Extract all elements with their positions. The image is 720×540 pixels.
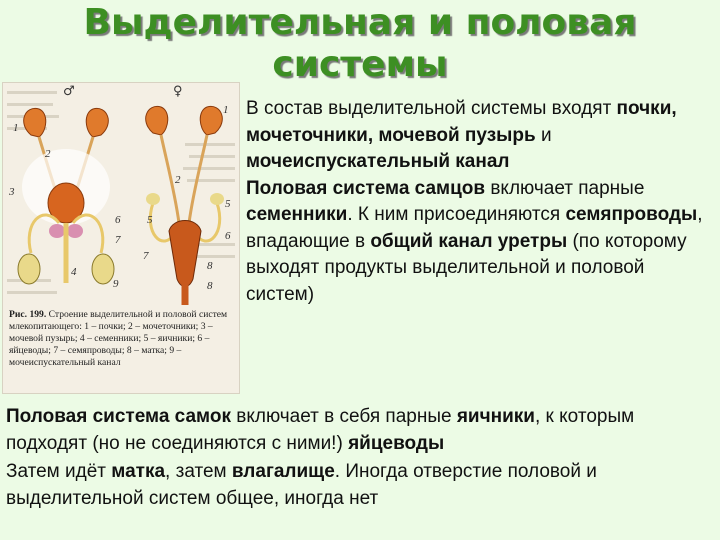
text-run: , затем: [165, 461, 232, 482]
female-right-kidney: [200, 106, 222, 135]
text-run: . Иногда отверстие половой и выделительной систем общее, иногда нет: [6, 461, 597, 509]
text-run: (по которому выходят продукты выделительной и половой систем): [246, 230, 687, 305]
female-system-paragraph: [6, 404, 718, 457]
bold-run: общий канал уретры: [370, 230, 568, 252]
label-female-5b: 5: [147, 214, 153, 226]
title-line-2: системы: [272, 44, 448, 85]
label-female-8b: 8: [207, 260, 213, 272]
bold-run: яйцеводы: [348, 432, 445, 454]
female-uterus: [169, 221, 201, 287]
figure-caption: [9, 309, 235, 369]
label-female-8: 8: [207, 280, 213, 292]
text-run: , к которым подходят (но не соединяются с ними!): [6, 406, 635, 454]
bold-run: мочеиспускательный канал: [246, 151, 510, 172]
female-left-kidney: [146, 106, 168, 135]
bold-run: яичники: [456, 406, 535, 427]
female-right-ovary: [210, 193, 224, 205]
male-left-kidney: [24, 108, 46, 137]
bold-run: почки, мочеточники, мочевой пузырь: [246, 98, 677, 146]
bold-run: влагалище: [231, 461, 335, 482]
label-male-2: 2: [45, 148, 51, 160]
male-right-kidney: [86, 108, 108, 137]
label-female-1: 1: [223, 104, 229, 116]
male-right-testis: [92, 254, 114, 284]
bold-run: Половая система самцов: [246, 177, 486, 199]
bottom-text-block: [6, 404, 718, 514]
label-male-7: 7: [115, 234, 121, 246]
slide-title: [0, 2, 720, 86]
text-run: В состав выделительной системы входят: [246, 98, 617, 119]
excretory-system-paragraph: [246, 96, 716, 176]
text-run: Затем идёт: [6, 461, 112, 482]
label-male-4: 4: [71, 266, 77, 278]
caption-text: Строение выделительной и половой систем млекопитающего: 1 – почки; 2 – мочеточники; 3 – мочевой пузырь; 4 – семенники; 5 – яичники; 6 – яйцеводы; 7 – семяпроводы; 8 – матка; 9 – мочеиспускательный канал: [9, 309, 228, 368]
right-text-block: [246, 96, 716, 308]
title-line-1: Выделительная и половая: [83, 2, 637, 43]
anatomy-figure: [2, 82, 240, 394]
label-male-9: 9: [113, 278, 119, 290]
male-gland-right: [67, 224, 83, 238]
female-symbol: ♀: [173, 84, 183, 99]
label-female-6b: 6: [115, 214, 121, 226]
male-system: [18, 108, 114, 284]
label-male-1: 1: [13, 122, 19, 134]
male-gland-left: [49, 224, 65, 238]
caption-number: Рис. 199.: [9, 309, 47, 320]
anatomy-illustration: [3, 83, 239, 309]
female-left-ovary: [146, 193, 160, 205]
text-run: включает парные: [485, 177, 645, 199]
male-symbol: ♂: [63, 84, 75, 99]
label-female-5: 5: [225, 198, 231, 210]
bold-run: семенники: [246, 204, 348, 225]
bold-run: семяпроводы: [565, 204, 698, 225]
female-system: [146, 106, 224, 305]
label-female-6: 6: [225, 230, 231, 242]
text-run: , впадающие в: [246, 204, 703, 252]
male-left-testis: [18, 254, 40, 284]
uterus-paragraph: [6, 459, 718, 512]
text-run: включает в себя парные: [230, 406, 457, 427]
male-system-paragraph: [246, 176, 716, 309]
bold-run: матка: [111, 461, 166, 482]
label-female-7: 7: [143, 250, 149, 262]
label-male-3: 3: [9, 186, 15, 198]
text-run: и: [535, 124, 552, 146]
text-run: . К ним присоединяются: [347, 204, 566, 225]
bold-run: Половая система самок: [6, 406, 231, 427]
label-female-2: 2: [175, 174, 181, 186]
